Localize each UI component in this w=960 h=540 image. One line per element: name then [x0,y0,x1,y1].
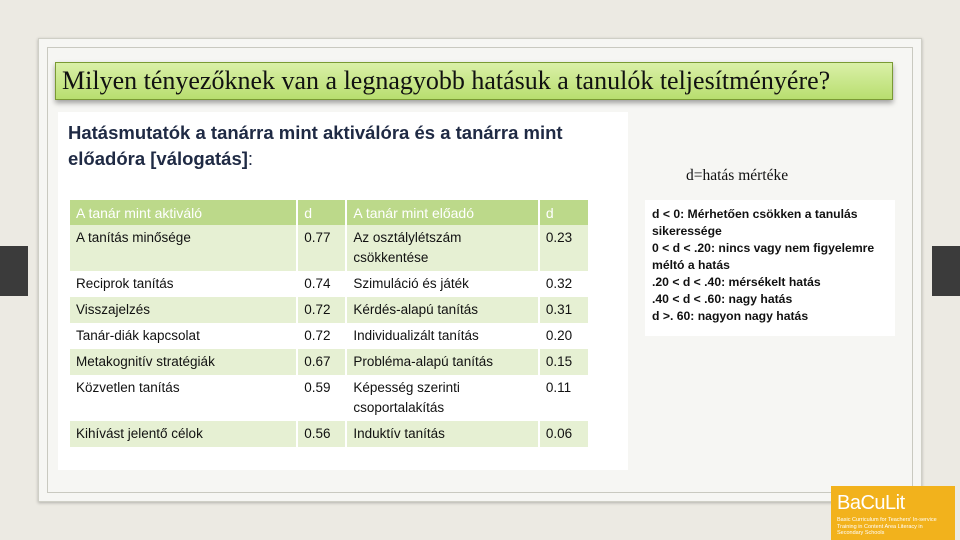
panel-heading-suffix: : [247,148,254,169]
lecturer-d: 0.11 [539,375,588,421]
panel-heading-text: Hatásmutatók a tanárra mint aktiválóra és a tanárra mint előadóra [válogatás] [68,122,563,169]
header-d-activator: d [297,200,346,225]
table-row [70,323,588,349]
table-row [70,225,588,271]
activator-d: 0.77 [297,225,346,271]
title-bar [55,62,893,100]
table-row [70,375,588,421]
header-activator: A tanár mint aktiváló [70,200,297,225]
activator-d: 0.72 [297,323,346,349]
activator-d: 0.74 [297,271,346,297]
activator-factor: Kihívást jelentő célok [70,421,297,447]
activator-factor: Metakognitív stratégiák [70,349,297,375]
lecturer-factor: Individualizált tanítás [346,323,538,349]
lecturer-d: 0.06 [539,421,588,447]
lecturer-d: 0.31 [539,297,588,323]
activator-factor: Tanár-diák kapcsolat [70,323,297,349]
table-header-row [70,200,588,225]
legend-line: .20 < d < .40: mérsékelt hatás [652,275,821,289]
right-edge-tab [932,246,960,296]
table-row [70,421,588,447]
logo-name: BaCuLit [837,492,905,514]
logo-subtitle: Basic Curriculum for Teachers' In-service Training in Content Area Literacy in Secondary Schools [837,517,937,536]
effect-size-panel [58,112,628,470]
activator-factor: Visszajelzés [70,297,297,323]
legend-line: 0 < d < .20: nincs vagy nem figyelemre méltó a hatás [652,241,875,272]
lecturer-factor: Az osztálylétszám csökkentése [346,225,538,271]
effect-size-legend [645,200,895,336]
lecturer-d: 0.15 [539,349,588,375]
activator-d: 0.59 [297,375,346,421]
lecturer-factor: Képesség szerinti csoportalakítás [346,375,538,421]
header-d-lecturer: d [539,200,588,225]
baculit-logo [831,486,955,540]
legend-line: .40 < d < .60: nagy hatás [652,292,793,306]
table-row [70,297,588,323]
panel-heading [68,120,623,172]
slide-title: Milyen tényezőknek van a legnagyobb hatásuk a tanulók teljesítményére? [62,66,831,95]
left-edge-tab [0,246,28,296]
lecturer-factor: Induktív tanítás [346,421,538,447]
activator-d: 0.67 [297,349,346,375]
lecturer-factor: Kérdés-alapú tanítás [346,297,538,323]
activator-factor: Közvetlen tanítás [70,375,297,421]
legend-title: d=hatás mértéke [686,167,789,184]
activator-d: 0.72 [297,297,346,323]
table-row [70,349,588,375]
table-row [70,271,588,297]
lecturer-d: 0.32 [539,271,588,297]
effect-size-table [70,200,588,447]
legend-line: d >. 60: nagyon nagy hatás [652,309,809,323]
activator-d: 0.56 [297,421,346,447]
lecturer-factor: Probléma-alapú tanítás [346,349,538,375]
lecturer-d: 0.20 [539,323,588,349]
activator-factor: A tanítás minősége [70,225,297,271]
lecturer-factor: Szimuláció és játék [346,271,538,297]
header-lecturer: A tanár mint előadó [346,200,538,225]
activator-factor: Reciprok tanítás [70,271,297,297]
lecturer-d: 0.23 [539,225,588,271]
legend-line: d < 0: Mérhetően csökken a tanulás sikeressége [652,207,858,238]
